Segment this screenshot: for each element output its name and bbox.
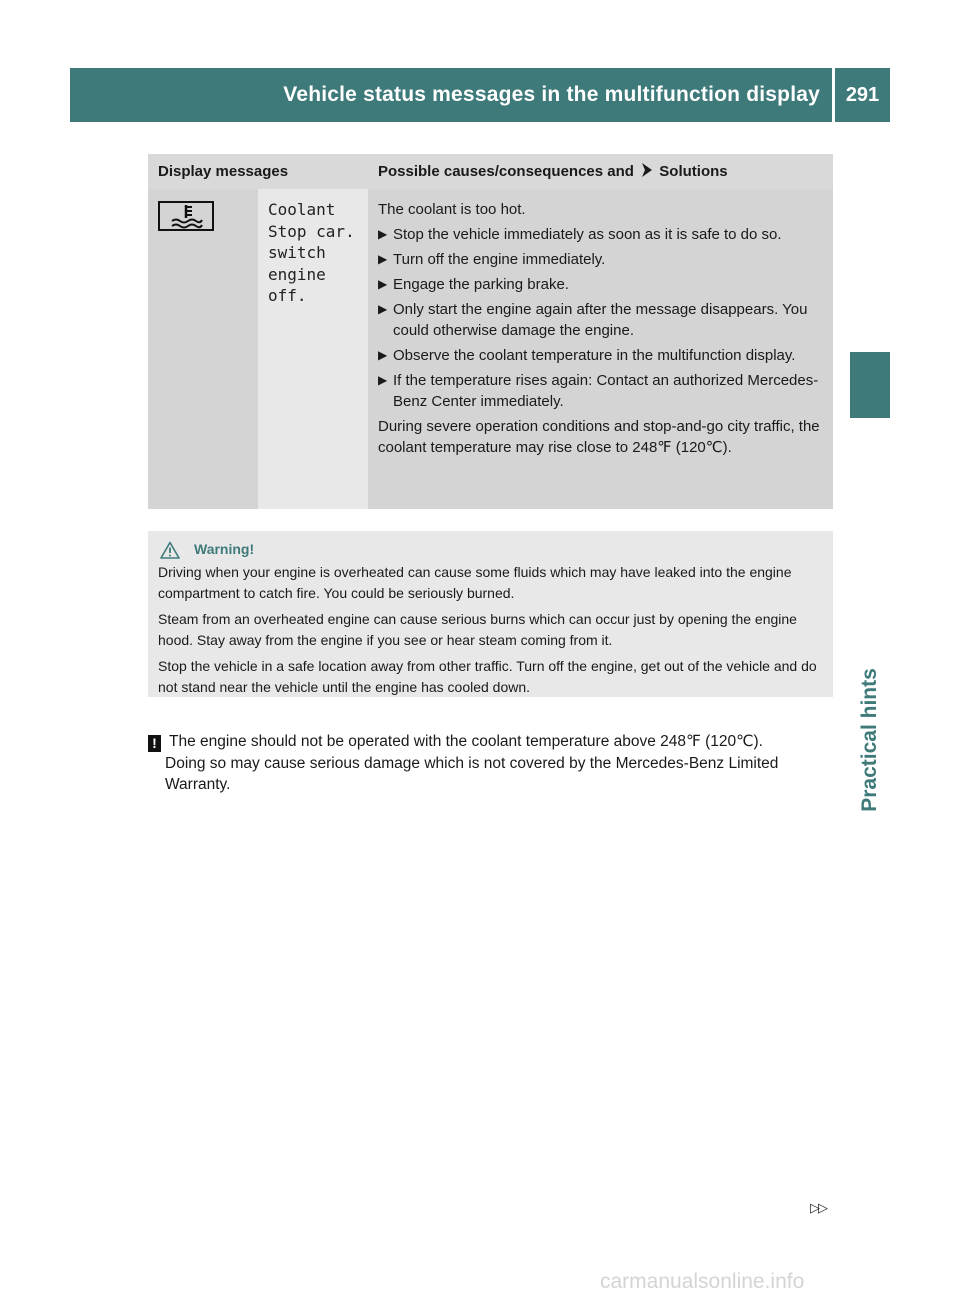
warning-title: Warning! <box>194 541 255 557</box>
coolant-temperature-icon <box>158 201 214 231</box>
table-header <box>148 154 833 189</box>
solution-step <box>378 299 829 341</box>
side-tab-marker <box>850 352 890 418</box>
warning-paragraph: Steam from an overheated engine can cause serious burns which can occur just by opening the engine hood. Stay away from the engine if you see or hear steam coming from it. <box>158 611 797 648</box>
solution-step <box>378 345 829 366</box>
solution-step <box>378 249 829 270</box>
step-arrow-icon: ▶ <box>378 252 388 266</box>
message-line: Coolant <box>268 200 336 219</box>
solution-step-text: If the temperature rises again: Contact an authorized Mercedes-Benz Center immediately. <box>393 372 819 410</box>
solution-step <box>378 274 829 295</box>
side-tab-text: Practical hints <box>858 668 881 812</box>
step-arrow-icon: ▶ <box>378 302 388 316</box>
solution-step-text: Stop the vehicle immediately as soon as it is safe to do so. <box>393 226 782 243</box>
solution-step <box>378 224 829 245</box>
solutions-outro: During severe operation conditions and stop-and-go city traffic, the coolant temperature may rise close to 248℉ (120℃). <box>378 418 820 456</box>
continue-arrows-icon: ▷▷ <box>810 1200 826 1215</box>
message-text-cell <box>258 189 368 509</box>
solution-step-text: Engage the parking brake. <box>393 276 569 293</box>
arrow-right-icon <box>641 163 653 177</box>
step-arrow-icon: ▶ <box>378 373 388 387</box>
solution-step-text: Turn off the engine immediately. <box>393 251 606 268</box>
solutions-intro: The coolant is too hot. <box>378 201 526 218</box>
watermark: carmanualsonline.info <box>600 1270 805 1293</box>
step-arrow-icon: ▶ <box>378 277 388 291</box>
header-title: Vehicle status messages in the multifunction display <box>283 83 820 106</box>
caution-mark-icon: ! <box>148 735 161 752</box>
col-header-display-messages: Display messages <box>158 163 289 180</box>
step-arrow-icon: ▶ <box>378 348 388 362</box>
col-header-solutions-prefix: Possible causes/consequences and <box>378 163 634 180</box>
warning-paragraph: Stop the vehicle in a safe location away from other traffic. Turn off the engine, get out of the vehicle and do not stand near the vehicle until the engine has cooled down. <box>158 658 817 695</box>
message-line: switch <box>268 243 326 262</box>
warning-triangle-icon <box>160 541 180 559</box>
step-arrow-icon: ▶ <box>378 227 388 241</box>
note-line: Warranty. <box>165 776 231 793</box>
solution-step-text: Observe the coolant temperature in the multifunction display. <box>393 347 796 364</box>
message-line: engine <box>268 264 326 284</box>
page-number: 291 <box>845 83 880 106</box>
message-icon-cell <box>148 189 258 509</box>
message-line: Stop car. <box>268 221 355 241</box>
display-messages-table <box>148 154 833 509</box>
side-tab-label <box>856 620 884 860</box>
solutions-cell <box>368 189 833 509</box>
warning-header <box>158 539 825 560</box>
warning-box <box>148 531 833 697</box>
page-header <box>70 68 890 122</box>
table-row <box>148 189 833 509</box>
caution-note <box>148 731 838 796</box>
col-header-solutions-suffix: Solutions <box>659 163 728 180</box>
note-line: The engine should not be operated with the coolant temperature above 248℉ (120℃). <box>169 733 763 750</box>
solution-step-text: Only start the engine again after the message disappears. You could otherwise damage the engine. <box>393 301 808 339</box>
warning-paragraph: Driving when your engine is overheated can cause some fluids which may have leaked into the engine compartment to catch fire. You could be seriously burned. <box>158 564 792 601</box>
note-line: Doing so may cause serious damage which is not covered by the Mercedes-Benz Limited <box>165 754 779 772</box>
solution-step <box>378 370 829 412</box>
message-line: off. <box>268 286 307 305</box>
col-header-solutions <box>368 154 833 189</box>
